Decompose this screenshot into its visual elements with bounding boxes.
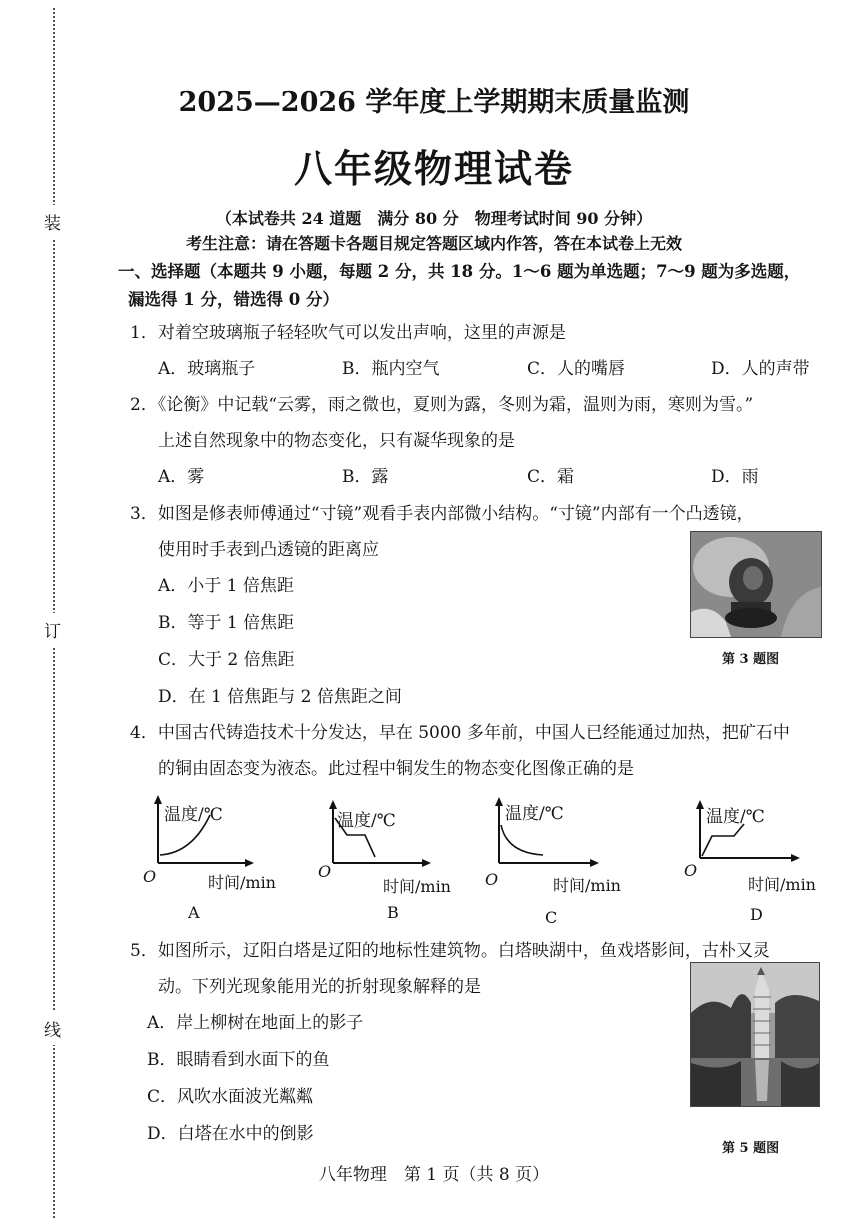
graph-a-label: A bbox=[188, 903, 200, 922]
graph-a bbox=[140, 795, 300, 925]
q2-option-d: D．雨 bbox=[711, 467, 759, 487]
graph-b-ylabel: 温度/℃ bbox=[337, 811, 396, 831]
graph-c-label: C bbox=[545, 908, 558, 927]
graph-d-label: D bbox=[750, 905, 763, 924]
question-2-stem-cont: 上述自然现象中的物态变化，只有凝华现象的是 bbox=[158, 431, 515, 451]
q5-option-b: B．眼睛看到水面下的鱼 bbox=[147, 1050, 330, 1070]
graph-d bbox=[684, 800, 844, 925]
question-1-stem: 1．对着空玻璃瓶子轻轻吹气可以发出声响，这里的声源是 bbox=[130, 323, 566, 343]
q5-option-c: C．风吹水面波光粼粼 bbox=[147, 1087, 314, 1107]
question-5-stem-cont: 动。下列光现象能用光的折射现象解释的是 bbox=[158, 977, 481, 997]
graph-a-xlabel: 时间/min bbox=[208, 873, 276, 892]
subject-title: 八年级物理试卷 bbox=[293, 146, 574, 191]
graph-c-xlabel: 时间/min bbox=[553, 876, 621, 895]
graph-d-ylabel: 温度/℃ bbox=[706, 807, 765, 827]
figure-5-caption: 第 5 题图 bbox=[722, 1141, 780, 1156]
section-heading-cont: 漏选得 1 分，错选得 0 分） bbox=[128, 290, 339, 309]
graph-b-xlabel: 时间/min bbox=[383, 877, 451, 896]
graph-c bbox=[485, 797, 645, 927]
q1-option-c: C．人的嘴唇 bbox=[527, 359, 626, 379]
graph-c-ylabel: 温度/℃ bbox=[505, 804, 564, 824]
graph-b-origin: O bbox=[318, 862, 332, 881]
binding-char-ding: 订 bbox=[44, 613, 61, 646]
exam-notice: 考生注意：请在答题卡各题目规定答题区域内作答，答在本试卷上无效 bbox=[185, 234, 682, 253]
q2-option-c: C．霜 bbox=[527, 467, 575, 487]
figure-watch-lens-photo bbox=[690, 531, 822, 638]
graph-a-origin: O bbox=[143, 867, 157, 886]
q5-option-a: A．岸上柳树在地面上的影子 bbox=[147, 1013, 364, 1033]
question-2-stem: 2．《论衡》中记载“云雾，雨之微也，夏则为露，冬则为霜，温则为雨，寒则为雪。” bbox=[130, 395, 754, 415]
question-3-stem-cont: 使用时手表到凸透镜的距离应 bbox=[158, 540, 379, 560]
q3-option-a: A．小于 1 倍焦距 bbox=[158, 576, 294, 596]
q1-option-a: A．玻璃瓶子 bbox=[158, 359, 256, 379]
figure-3-caption: 第 3 题图 bbox=[722, 652, 780, 667]
section-heading: 一、选择题（本题共 9 小题，每题 2 分，共 18 分。1～6 题为单选题；7～9 题为多选题， bbox=[118, 262, 801, 281]
graph-c-origin: O bbox=[485, 870, 499, 889]
q1-option-b: B．瓶内空气 bbox=[342, 359, 440, 379]
q1-option-d: D．人的声带 bbox=[711, 359, 810, 379]
graph-a-ylabel: 温度/℃ bbox=[164, 805, 223, 825]
page-footer: 八年物理 第 1 页（共 8 页） bbox=[318, 1165, 550, 1185]
q5-option-d: D．白塔在水中的倒影 bbox=[147, 1124, 314, 1144]
question-4-stem: 4．中国古代铸造技术十分发达，早在 5000 多年前，中国人已经能通过加热，把矿石中 bbox=[130, 723, 790, 743]
question-4-stem-cont: 的铜由固态变为液态。此过程中铜发生的物态变化图像正确的是 bbox=[158, 759, 634, 779]
graph-d-origin: O bbox=[684, 861, 698, 880]
exam-info: （本试卷共 24 道题 满分 80 分 物理考试时间 90 分钟） bbox=[215, 209, 653, 228]
exam-title: 2025—2026 学年度上学期期末质量监测 bbox=[178, 87, 690, 118]
q3-option-d: D．在 1 倍焦距与 2 倍焦距之间 bbox=[158, 687, 402, 707]
question-5-stem: 5．如图所示，辽阳白塔是辽阳的地标性建筑物。白塔映湖中，鱼戏塔影间，古朴又灵 bbox=[130, 941, 770, 961]
binding-char-zhuang: 装 bbox=[44, 205, 61, 238]
q3-option-c: C．大于 2 倍焦距 bbox=[158, 650, 295, 670]
graph-b-label: B bbox=[387, 903, 399, 922]
graph-b bbox=[315, 800, 475, 925]
graph-d-xlabel: 时间/min bbox=[748, 875, 816, 894]
figure-white-pagoda-photo bbox=[690, 962, 820, 1107]
q2-option-b: B．露 bbox=[342, 467, 389, 487]
question-3-stem: 3．如图是修表师傅通过“寸镜”观看手表内部微小结构。“寸镜”内部有一个凸透镜， bbox=[130, 504, 754, 524]
q2-option-a: A．雾 bbox=[158, 467, 205, 487]
binding-char-xian: 线 bbox=[44, 1012, 61, 1045]
q3-option-b: B．等于 1 倍焦距 bbox=[158, 613, 295, 633]
